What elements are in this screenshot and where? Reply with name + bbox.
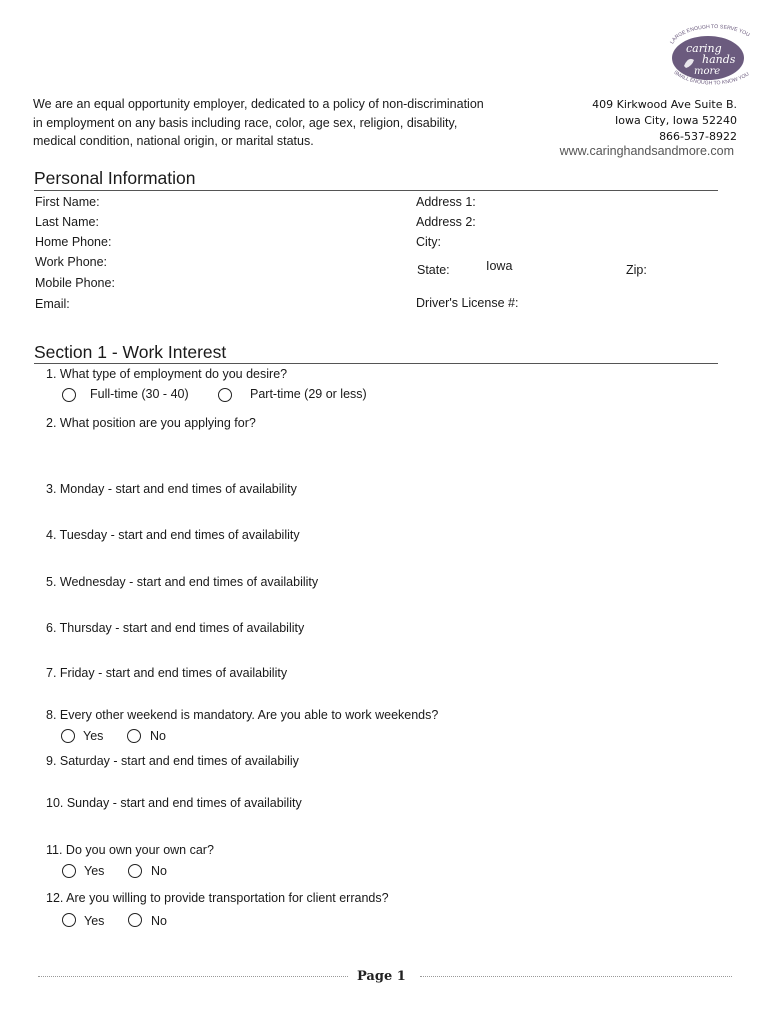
mobile-phone-label: Mobile Phone: (35, 276, 115, 290)
option-no-label: No (151, 914, 167, 928)
equal-opportunity-statement (33, 95, 484, 151)
intro-line: in employment on any basis including race, color, age sex, religion, disability, (33, 115, 458, 130)
page-number: Page 1 (357, 969, 406, 984)
address-street: 409 Kirkwood Ave Suite B. (592, 98, 737, 111)
drivers-license-label: Driver's License #: (416, 296, 519, 310)
address1-label: Address 1: (416, 195, 476, 209)
question-tuesday: 4. Tuesday - start and end times of availability (46, 528, 300, 542)
question-saturday: 9. Saturday - start and end times of availabiliy (46, 754, 299, 768)
address-phone: 866-537-8922 (659, 130, 737, 143)
address2-label: Address 2: (416, 215, 476, 229)
email-label: Email: (35, 297, 70, 311)
zip-label: Zip: (626, 263, 647, 277)
footer-divider-right (420, 976, 732, 977)
question-sunday: 10. Sunday - start and end times of availability (46, 796, 302, 810)
option-no-label: No (150, 729, 166, 743)
radio-weekends-yes[interactable] (61, 729, 75, 743)
home-phone-label: Home Phone: (35, 235, 112, 249)
city-label: City: (416, 235, 441, 249)
caring-hands-logo (662, 22, 762, 86)
question-transportation: 12. Are you willing to provide transportation for client errands? (46, 891, 389, 905)
logo-text-caring: caring (686, 42, 722, 55)
option-yes-label: Yes (83, 729, 104, 743)
intro-line: We are an equal opportunity employer, dedicated to a policy of non-discrimination (33, 97, 484, 111)
question-weekends: 8. Every other weekend is mandatory. Are you able to work weekends? (46, 708, 439, 722)
question-thursday: 6. Thursday - start and end times of availability (46, 621, 305, 635)
footer-divider-left (38, 976, 348, 977)
option-full-time-label: Full-time (30 - 40) (90, 387, 189, 401)
section-divider (34, 363, 718, 364)
state-field-value[interactable]: Iowa (486, 259, 513, 273)
company-address (592, 97, 737, 145)
address-city: Iowa City, Iowa 52240 (615, 114, 737, 127)
option-no-label: No (151, 864, 167, 878)
radio-weekends-no[interactable] (127, 729, 141, 743)
logo-arc-bottom-text: SMALL ENOUGH TO KNOW YOU (672, 69, 751, 86)
radio-transport-yes[interactable] (62, 913, 76, 927)
company-website: www.caringhandsandmore.com (559, 144, 734, 158)
work-phone-label: Work Phone: (35, 255, 108, 269)
question-employment-type: 1. What type of employment do you desire? (46, 367, 288, 381)
personal-information-heading: Personal Information (34, 168, 196, 188)
logo-text-more: more (694, 66, 721, 77)
radio-full-time[interactable] (62, 388, 76, 402)
last-name-label: Last Name: (35, 215, 99, 229)
option-yes-label: Yes (84, 864, 105, 878)
intro-line: medical condition, national origin, or marital status. (33, 134, 314, 148)
question-friday: 7. Friday - start and end times of availability (46, 666, 288, 680)
first-name-label: First Name: (35, 195, 100, 209)
option-part-time-label: Part-time (29 or less) (250, 387, 367, 401)
question-wednesday: 5. Wednesday - start and end times of availability (46, 575, 319, 589)
radio-part-time[interactable] (218, 388, 232, 402)
radio-transport-no[interactable] (128, 913, 142, 927)
question-position: 2. What position are you applying for? (46, 416, 256, 430)
radio-car-yes[interactable] (62, 864, 76, 878)
state-label: State: (417, 263, 450, 277)
section1-heading: Section 1 - Work Interest (34, 342, 227, 362)
question-own-car: 11. Do you own your own car? (46, 843, 214, 857)
logo-text-hands: hands (702, 53, 736, 66)
section-divider (34, 190, 718, 191)
radio-car-no[interactable] (128, 864, 142, 878)
question-monday: 3. Monday - start and end times of availability (46, 482, 297, 496)
logo-arc-top-text: LARGE ENOUGH TO SERVE YOU (669, 24, 751, 46)
option-yes-label: Yes (84, 914, 105, 928)
